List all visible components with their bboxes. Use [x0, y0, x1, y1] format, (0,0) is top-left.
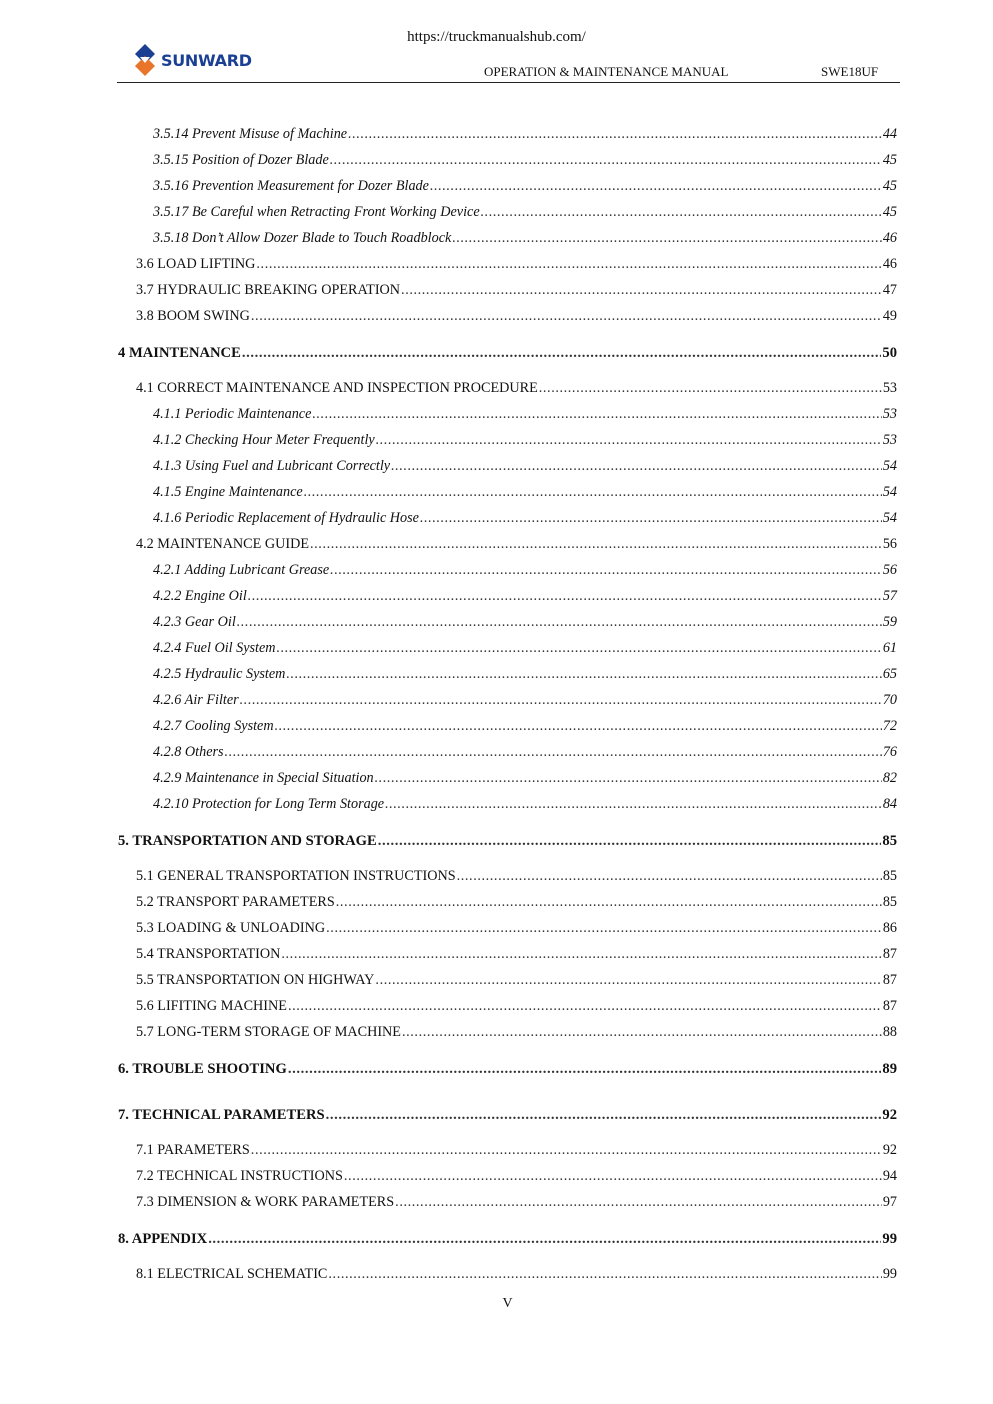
toc-entry-page: 87 [882, 972, 897, 988]
toc-leader-dots [237, 612, 882, 632]
toc-entry[interactable] [153, 176, 897, 196]
toc-entry-page: 99 [882, 1266, 897, 1282]
sunward-logo-icon [133, 44, 157, 76]
toc-entry-title: 4.2.7 Cooling System [153, 718, 274, 734]
header-divider [117, 82, 900, 83]
toc-entry-title: 5.3 LOADING & UNLOADING [136, 920, 326, 936]
toc-leader-dots [248, 586, 882, 606]
toc-entry-title: 5.7 LONG-TERM STORAGE OF MACHINE [136, 1024, 401, 1040]
toc-entry-page: 87 [882, 998, 897, 1014]
toc-entry-page: 45 [882, 152, 897, 168]
toc-entry-title: 4.2.4 Fuel Oil System [153, 640, 276, 656]
toc-leader-dots [256, 254, 881, 274]
toc-leader-dots [326, 918, 882, 938]
toc-entry-title: 4.2.2 Engine Oil [153, 588, 247, 604]
toc-entry[interactable] [136, 306, 897, 326]
toc-entry-page: 76 [882, 744, 897, 760]
toc-entry[interactable] [136, 970, 897, 990]
toc-entry[interactable] [153, 560, 897, 580]
toc-entry-page: 97 [882, 1194, 897, 1210]
toc-entry-title: 4.1.6 Periodic Replacement of Hydraulic Hose [153, 510, 419, 526]
toc-leader-dots [251, 306, 882, 326]
toc-entry-title: 4 MAINTENANCE [118, 345, 241, 361]
toc-entry-title: 6. TROUBLE SHOOTING [118, 1061, 287, 1077]
toc-leader-dots [288, 996, 882, 1016]
toc-entry-page: 87 [882, 946, 897, 962]
toc-entry-title: 5.1 GENERAL TRANSPORTATION INSTRUCTIONS [136, 868, 456, 884]
toc-leader-dots [328, 1264, 881, 1284]
toc-entry-page: 92 [882, 1107, 897, 1123]
toc-entry[interactable] [153, 586, 897, 606]
toc-entry-page: 72 [882, 718, 897, 734]
toc-entry-title: 3.5.17 Be Careful when Retracting Front Working Device [153, 204, 480, 220]
toc-entry[interactable] [153, 202, 897, 222]
toc-leader-dots [420, 508, 882, 528]
toc-entry[interactable] [136, 1022, 897, 1042]
toc-entry-title: 4.1.3 Using Fuel and Lubricant Correctly [153, 458, 391, 474]
toc-entry-page: 85 [882, 833, 897, 849]
toc-entry[interactable] [153, 794, 897, 814]
toc-entry-title: 3.6 LOAD LIFTING [136, 256, 256, 272]
toc-entry[interactable] [136, 1140, 897, 1160]
toc-entry[interactable] [136, 1264, 897, 1284]
toc-leader-dots [304, 482, 882, 502]
toc-entry-page: 54 [882, 484, 897, 500]
toc-entry-page: 46 [882, 256, 897, 272]
toc-entry-page: 53 [882, 380, 897, 396]
toc-entry[interactable] [153, 638, 897, 658]
toc-entry[interactable] [136, 918, 897, 938]
toc-leader-dots [251, 1140, 882, 1160]
toc-entry-page: 85 [882, 894, 897, 910]
toc-leader-dots [344, 1166, 882, 1186]
toc-entry[interactable] [153, 228, 897, 248]
toc-entry-title: 5.5 TRANSPORTATION ON HIGHWAY [136, 972, 375, 988]
toc-entry-page: 89 [882, 1061, 897, 1077]
toc-entry-title: 7.1 PARAMETERS [136, 1142, 250, 1158]
toc-entry[interactable] [136, 892, 897, 912]
toc-entry[interactable] [136, 254, 897, 274]
toc-entry-title: 7.3 DIMENSION & WORK PARAMETERS [136, 1194, 395, 1210]
toc-entry[interactable] [136, 1192, 897, 1212]
toc-entry[interactable] [136, 944, 897, 964]
toc-entry-title: 3.5.14 Prevent Misuse of Machine [153, 126, 348, 142]
toc-entry[interactable] [136, 996, 897, 1016]
toc-leader-dots [330, 560, 882, 580]
toc-leader-dots [208, 1229, 881, 1249]
toc-entry-page: 49 [882, 308, 897, 324]
toc-entry[interactable] [118, 343, 897, 363]
toc-entry[interactable] [153, 508, 897, 528]
toc-entry[interactable] [153, 612, 897, 632]
toc-entry-title: 3.5.15 Position of Dozer Blade [153, 152, 329, 168]
toc-entry-title: 4.1.5 Engine Maintenance [153, 484, 303, 500]
toc-entry[interactable] [153, 768, 897, 788]
page-number: V [502, 1296, 513, 1311]
toc-leader-dots [401, 280, 882, 300]
toc-entry-page: 50 [882, 345, 897, 361]
toc-leader-dots [452, 228, 881, 248]
toc-entry-page: 53 [882, 432, 897, 448]
toc-leader-dots [326, 1105, 882, 1125]
toc-entry-page: 65 [882, 666, 897, 682]
toc-entry[interactable] [153, 404, 897, 424]
toc-entry[interactable] [136, 866, 897, 886]
toc-leader-dots [481, 202, 882, 222]
toc-entry[interactable] [118, 1229, 897, 1249]
toc-entry[interactable] [153, 742, 897, 762]
toc-leader-dots [457, 866, 882, 886]
toc-entry-title: 5.6 LIFITING MACHINE [136, 998, 287, 1014]
toc-entry-title: 7.2 TECHNICAL INSTRUCTIONS [136, 1168, 343, 1184]
toc-entry-page: 86 [882, 920, 897, 936]
toc-entry-page: 59 [882, 614, 897, 630]
toc-entry-page: 46 [882, 230, 897, 246]
toc-entry[interactable] [153, 690, 897, 710]
toc-entry-page: 61 [882, 640, 897, 656]
toc-leader-dots [378, 831, 882, 851]
toc-entry-page: 54 [882, 458, 897, 474]
toc-entry-page: 45 [882, 204, 897, 220]
toc-leader-dots [336, 892, 882, 912]
toc-entry[interactable] [153, 664, 897, 684]
toc-leader-dots [242, 343, 882, 363]
logo-wordmark: SUNWARD [161, 50, 252, 70]
toc-leader-dots [286, 664, 881, 684]
toc-entry-title: 4.1.2 Checking Hour Meter Frequently [153, 432, 375, 448]
toc-entry-title: 5. TRANSPORTATION AND STORAGE [118, 833, 377, 849]
toc-leader-dots [376, 430, 882, 450]
toc-entry-page: 84 [882, 796, 897, 812]
toc-entry-page: 85 [882, 868, 897, 884]
toc-entry-page: 53 [882, 406, 897, 422]
toc-entry-title: 4.1.1 Periodic Maintenance [153, 406, 312, 422]
toc-entry-page: 47 [882, 282, 897, 298]
toc-entry-title: 3.5.18 Don’t Allow Dozer Blade to Touch Roadblock [153, 230, 452, 246]
toc-leader-dots [310, 534, 882, 554]
toc-entry-page: 44 [882, 126, 897, 142]
toc-leader-dots [240, 690, 882, 710]
toc-leader-dots [395, 1192, 882, 1212]
toc-entry-page: 82 [882, 770, 897, 786]
manual-title: OPERATION & MAINTENANCE MANUAL [484, 64, 729, 79]
toc-entry[interactable] [118, 831, 897, 851]
toc-entry[interactable] [153, 716, 897, 736]
toc-entry-page: 70 [882, 692, 897, 708]
toc-entry[interactable] [118, 1059, 897, 1079]
toc-leader-dots [348, 124, 882, 144]
toc-entry-title: 4.2.6 Air Filter [153, 692, 239, 708]
toc-entry[interactable] [153, 124, 897, 144]
toc-leader-dots [375, 768, 882, 788]
toc-entry[interactable] [118, 1105, 897, 1125]
toc-entry[interactable] [153, 482, 897, 502]
toc-entry-page: 88 [882, 1024, 897, 1040]
toc-entry[interactable] [136, 1166, 897, 1186]
toc-entry-title: 4.2.1 Adding Lubricant Grease [153, 562, 330, 578]
toc-entry-title: 4.2.10 Protection for Long Term Storage [153, 796, 385, 812]
toc-entry[interactable] [136, 280, 897, 300]
toc-entry[interactable] [136, 378, 897, 398]
toc-entry[interactable] [153, 150, 897, 170]
toc-leader-dots [277, 638, 882, 658]
toc-entry-page: 57 [882, 588, 897, 604]
toc-entry-title: 8. APPENDIX [118, 1231, 208, 1247]
toc-entry-page: 92 [882, 1142, 897, 1158]
toc-entry-title: 4.2.9 Maintenance in Special Situation [153, 770, 374, 786]
toc-entry-title: 4.2.3 Gear Oil [153, 614, 236, 630]
toc-leader-dots [281, 944, 881, 964]
toc-leader-dots [385, 794, 882, 814]
toc-leader-dots [539, 378, 882, 398]
toc-entry-title: 7. TECHNICAL PARAMETERS [118, 1107, 325, 1123]
toc-leader-dots [288, 1059, 882, 1079]
toc-entry-title: 5.4 TRANSPORTATION [136, 946, 281, 962]
toc-entry-page: 99 [882, 1231, 897, 1247]
toc-entry-title: 3.7 HYDRAULIC BREAKING OPERATION [136, 282, 401, 298]
toc-entry-page: 94 [882, 1168, 897, 1184]
toc-entry-title: 4.1 CORRECT MAINTENANCE AND INSPECTION PROCEDURE [136, 380, 538, 396]
toc-entry-title: 3.8 BOOM SWING [136, 308, 250, 324]
source-url: https://truckmanualshub.com/ [407, 29, 586, 45]
toc-entry[interactable] [153, 430, 897, 450]
toc-entry-page: 56 [882, 562, 897, 578]
toc-leader-dots [375, 970, 881, 990]
toc-leader-dots [275, 716, 882, 736]
toc-entry[interactable] [153, 456, 897, 476]
toc-entry[interactable] [136, 534, 897, 554]
toc-leader-dots [430, 176, 882, 196]
toc-leader-dots [312, 404, 881, 424]
toc-leader-dots [330, 150, 882, 170]
toc-entry-title: 4.2 MAINTENANCE GUIDE [136, 536, 309, 552]
toc-entry-page: 56 [882, 536, 897, 552]
toc-leader-dots [402, 1022, 882, 1042]
toc-leader-dots [225, 742, 882, 762]
toc-leader-dots [391, 456, 882, 476]
model-number: SWE18UF [821, 64, 879, 79]
toc-entry-page: 45 [882, 178, 897, 194]
sunward-logo [133, 44, 252, 76]
toc-entry-title: 5.2 TRANSPORT PARAMETERS [136, 894, 335, 910]
toc-entry-page: 54 [882, 510, 897, 526]
toc-entry-title: 4.2.5 Hydraulic System [153, 666, 286, 682]
toc-entry-title: 4.2.8 Others [153, 744, 224, 760]
toc-entry-title: 3.5.16 Prevention Measurement for Dozer Blade [153, 178, 429, 194]
toc-entry-title: 8.1 ELECTRICAL SCHEMATIC [136, 1266, 328, 1282]
